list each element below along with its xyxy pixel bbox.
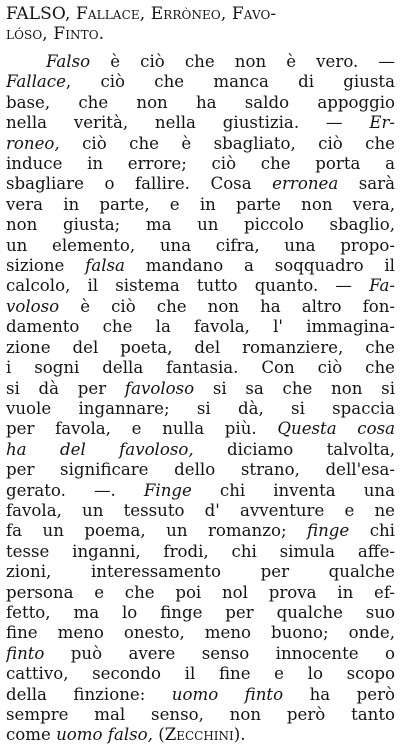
text-run: sarà [338, 174, 395, 194]
italic-term: uomo finto [171, 684, 284, 704]
italic-term: erronea [272, 174, 339, 194]
text-run: è ciò che non è vero. — [90, 52, 395, 71]
text-line [6, 174, 395, 194]
text-run: fa un poema, un romanzo; [6, 521, 308, 541]
text-line [6, 93, 395, 113]
text-line [6, 521, 395, 541]
text-run: zioni, interessamento per qualche [6, 562, 395, 582]
text-line [6, 154, 395, 174]
text-line [6, 419, 395, 439]
text-run: induce in errore; ciò che porta a [6, 154, 395, 174]
text-run: per favola, e nulla più. [6, 419, 278, 439]
heading-term-loso: lóso, [6, 24, 48, 44]
text-run: sizione [6, 256, 86, 276]
text-line [6, 379, 395, 399]
text-line [6, 195, 395, 215]
text-run: un elemento, una cifra, una propo- [6, 235, 395, 255]
italic-term: Fallace [6, 72, 66, 92]
text-run: ha però [283, 684, 395, 704]
text-run: persona e che poi nol prova in ef- [6, 582, 395, 602]
italic-term: finto [6, 643, 45, 663]
text-run: chi inventa una [191, 480, 395, 500]
text-line [6, 644, 395, 664]
text-line [6, 72, 395, 92]
text-run: fine meno onesto, meno buono; onde, [6, 623, 395, 643]
text-run: ). [233, 725, 246, 745]
text-run: fetto, ma lo finge per qualche suo [6, 602, 395, 622]
italic-term: finge [307, 521, 350, 541]
text-line [6, 215, 395, 235]
italic-term: roneo, [6, 133, 60, 153]
text-line [6, 725, 395, 745]
text-line [6, 358, 395, 378]
italic-term: ha del favoloso, [6, 439, 194, 459]
text-run: si dà per [6, 378, 125, 398]
text-line [6, 623, 395, 643]
text-run: favola, un tessuto d' avventure e ne [6, 500, 395, 520]
heading-term-falso: FALSO, [6, 4, 71, 24]
text-line [6, 562, 395, 582]
text-run: tesse inganni, frodi, chi simula affe- [6, 541, 395, 561]
text-line [6, 256, 395, 276]
text-line [6, 685, 395, 705]
italic-term: Finge [143, 480, 192, 500]
text-line [6, 399, 395, 419]
text-run: si sa che non si [194, 378, 395, 398]
heading-term-finto: Finto. [53, 24, 105, 44]
text-line [6, 542, 395, 562]
italic-term: uomo falso, [56, 725, 153, 745]
entry-heading [6, 4, 395, 44]
text-line [6, 460, 395, 480]
text-run: nella verità, nella giustizia. — [6, 113, 370, 133]
text-line [6, 583, 395, 603]
text-run: diciamo talvolta, [193, 439, 395, 459]
text-run: è ciò che non ha altro fon- [59, 296, 395, 316]
text-line [6, 501, 395, 521]
text-line [6, 338, 395, 358]
text-run: per significare dello strano, dell'esa- [6, 460, 395, 480]
text-line [6, 664, 395, 684]
italic-term: favoloso [124, 378, 195, 398]
text-run: non giusta; ma un piccolo sbaglio, [6, 215, 395, 235]
italic-term: Fa- [369, 276, 395, 296]
text-line [6, 236, 395, 256]
text-line [6, 603, 395, 623]
text-line [6, 134, 395, 154]
text-run: della finzione: [6, 684, 172, 704]
italic-term: falsa [85, 256, 125, 276]
text-run: come [6, 725, 57, 745]
italic-term: Questa cosa [277, 419, 395, 439]
text-line [6, 297, 395, 317]
text-run: sempre mal senso, non però tanto [6, 705, 395, 724]
text-run: cattivo, secondo il fine e lo scopo [6, 664, 395, 684]
text-line [6, 276, 395, 296]
heading-term-erroneo: Erròneo, [150, 4, 227, 24]
text-run: vera in parte, e in parte non vera, [6, 194, 395, 214]
heading-term-fallace: Fallace, [76, 4, 146, 24]
entry-body [6, 52, 395, 746]
text-run: ciò che è sbagliato, ciò che [59, 133, 395, 153]
text-line [6, 705, 395, 725]
text-run: sbagliare o fallire. Cosa [6, 174, 273, 194]
text-run: base, che non ha saldo appoggio [6, 92, 395, 112]
text-run: chi [349, 521, 395, 541]
text-line [6, 113, 395, 133]
text-run: può avere senso innocente o [44, 643, 395, 663]
text-line [6, 317, 395, 337]
text-run: ( [152, 725, 165, 745]
text-run: zione del poeta, del romanziere, che [6, 337, 395, 357]
text-run: mandano a soqquadro il [124, 256, 395, 276]
italic-term: Falso [46, 52, 91, 71]
italic-term: Er- [369, 113, 395, 133]
italic-term: voloso [6, 296, 60, 316]
text-run: , ciò che manca di giusta [65, 72, 395, 92]
heading-term-favo: Favo- [231, 4, 277, 24]
text-run: damento che la favola, l' immagina- [6, 317, 395, 337]
text-run: calcolo, il sistema tutto quanto. — [6, 276, 370, 296]
text-line [6, 52, 395, 72]
text-run: vuole ingannare; si dà, si spaccia [6, 398, 395, 418]
author-name: Zecchini [164, 725, 234, 745]
text-line [6, 440, 395, 460]
text-line [6, 481, 395, 501]
text-run: gerato. —. [6, 480, 144, 500]
text-run: i sogni della fantasia. Con ciò che [6, 358, 395, 378]
